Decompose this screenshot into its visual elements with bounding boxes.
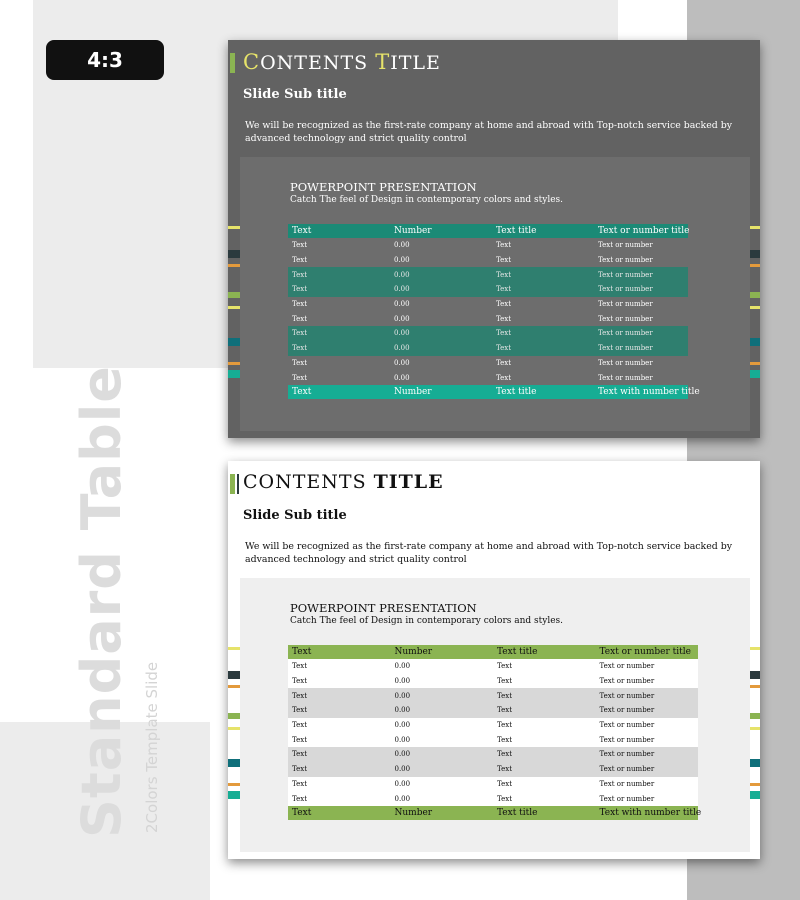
deco-stripe (228, 671, 240, 679)
table-cell: Text or number (594, 341, 688, 356)
table-cell: 0.00 (390, 267, 492, 282)
table-cell: Text (492, 326, 594, 341)
table-cell: Text (493, 688, 596, 703)
table-cell: Text (292, 241, 308, 250)
table-cell: Text (493, 747, 596, 762)
title-text-bold: TITLE (373, 471, 444, 493)
table-cell: 0.00 (390, 282, 492, 297)
table-cell: 0.00 (391, 674, 494, 689)
deco-stripe (228, 759, 240, 767)
deco-stripe (228, 727, 240, 730)
presentation-subtitle: Catch The feel of Design in contemporary colors and styles. (290, 616, 564, 626)
table-row (288, 326, 688, 341)
deco-stripe (228, 713, 240, 719)
table-cell: Text (292, 358, 308, 367)
header-cell: Number (390, 224, 492, 238)
table-cell: 0.00 (390, 326, 492, 341)
table-cell: Text or number (596, 777, 699, 792)
table-cell: Text or number (596, 688, 699, 703)
table-cell: Text (493, 659, 596, 674)
table-cell: Text (288, 762, 391, 777)
table-cell: Text or number (594, 326, 688, 341)
table-footer-row (288, 385, 688, 399)
header-cell: Text or number title (596, 645, 699, 659)
table-cell: Text (292, 256, 308, 265)
title-text: CONTENTS (243, 471, 374, 493)
slide-dark (228, 40, 760, 438)
table-row (288, 311, 688, 326)
table-cell: 0.00 (394, 373, 410, 382)
table-cell: Text (496, 300, 512, 309)
table-row (288, 370, 688, 385)
slide-body-text: We will be recognized as the first-rate company at home and abroad with Top-notch service backed by advanced technology and strict quality control (245, 541, 733, 565)
table-cell: Text (493, 703, 596, 718)
deco-stripe (228, 306, 240, 309)
header-cell: Number (391, 645, 494, 659)
table-footer-row (288, 806, 698, 820)
title-accent-bar (237, 474, 239, 494)
table-cell: Text (288, 674, 391, 689)
presentation-title-word: POWERPOINT (290, 180, 376, 194)
table-cell: Text or number (596, 762, 699, 777)
table-cell: Text (496, 358, 512, 367)
deco-stripe (228, 685, 240, 688)
table-row (288, 297, 688, 312)
table-cell: Text (492, 282, 594, 297)
presentation-title-word: PRESENTATION (379, 180, 477, 194)
table-row (288, 356, 688, 371)
table-cell: Text (493, 732, 596, 747)
table-cell: Text (496, 241, 512, 250)
table-cell: Text (496, 314, 512, 323)
side-title: Standard Table (70, 365, 133, 838)
table-cell: Text (496, 256, 512, 265)
table-cell: Text or number (596, 791, 699, 806)
table-cell: Text or number (598, 300, 653, 309)
slide-title (243, 471, 444, 493)
table-cell: 0.00 (391, 718, 494, 733)
footer-cell: Text title (492, 385, 594, 399)
table-cell: 0.00 (394, 256, 410, 265)
table-cell: Text or number (596, 747, 699, 762)
deco-stripe (228, 647, 240, 650)
table-cell: Text (288, 659, 391, 674)
table-cell: Text or number (598, 256, 653, 265)
table-cell: Text (288, 747, 391, 762)
table-cell: Text (288, 718, 391, 733)
table-cell: Text (288, 791, 391, 806)
side-subtitle: 2Colors Template Slide (143, 661, 161, 833)
slide-title (243, 50, 441, 74)
table-cell: Text or number (598, 358, 653, 367)
table-row (288, 267, 688, 282)
deco-stripe (228, 264, 240, 267)
table-cell: Text (288, 326, 390, 341)
table-cell: Text (492, 267, 594, 282)
table-row (288, 282, 688, 297)
footer-cell: Number (391, 806, 494, 820)
table-cell: Text (292, 300, 308, 309)
table-cell: Text or number (598, 241, 653, 250)
aspect-ratio-badge: 4:3 (46, 40, 164, 80)
table-cell: Text or number (596, 703, 699, 718)
table-cell: Text or number (594, 267, 688, 282)
table-row (288, 238, 688, 253)
footer-cell: Text title (493, 806, 596, 820)
table-cell: 0.00 (391, 703, 494, 718)
header-cell: Text title (492, 224, 594, 238)
title-letter: C (243, 50, 261, 74)
table-cell: 0.00 (391, 762, 494, 777)
presentation-title-word: PRESENTATION (379, 601, 477, 615)
table-cell: 0.00 (394, 300, 410, 309)
table-row (288, 688, 698, 703)
table-cell: 0.00 (394, 241, 410, 250)
slide-light (228, 461, 760, 859)
table-cell: Text (492, 341, 594, 356)
table-cell: Text or number (596, 659, 699, 674)
table-cell: Text (493, 791, 596, 806)
footer-cell: Text with number title (594, 385, 688, 399)
table-cell: Text or number (596, 674, 699, 689)
table-cell: Text (493, 674, 596, 689)
deco-stripe (228, 338, 240, 346)
table-cell: Text (493, 777, 596, 792)
table-cell: Text (288, 341, 390, 356)
content-panel (240, 157, 750, 431)
table-cell: Text or number (598, 373, 653, 382)
table-row (288, 747, 698, 762)
table-cell: Text or number (598, 314, 653, 323)
table-row (288, 674, 698, 689)
table-row (288, 791, 698, 806)
slide-subtitle: Slide Sub title (243, 87, 347, 102)
table-cell: 0.00 (391, 747, 494, 762)
table-header-row (288, 224, 688, 238)
header-cell: Text (288, 645, 391, 659)
table-cell: Text or number (596, 732, 699, 747)
footer-cell: Text with number title (596, 806, 699, 820)
header-cell: Text (288, 224, 390, 238)
table-row (288, 703, 698, 718)
footer-cell: Number (390, 385, 492, 399)
data-table (288, 224, 700, 399)
slide-body-text: We will be recognized as the first-rate company at home and abroad with Top-notch service backed by advanced technology and strict quality control (245, 120, 733, 144)
table-row (288, 341, 688, 356)
table-cell: Text (292, 373, 308, 382)
presentation-subtitle: Catch The feel of Design in contemporary colors and styles. (290, 195, 564, 205)
table-row (288, 659, 698, 674)
footer-cell: Text (288, 385, 390, 399)
deco-stripe (228, 791, 240, 799)
table-cell: 0.00 (391, 659, 494, 674)
table-cell: Text (292, 314, 308, 323)
table-row (288, 718, 698, 733)
table-cell: 0.00 (391, 732, 494, 747)
table-cell: Text or number (596, 718, 699, 733)
table-cell: Text (288, 282, 390, 297)
title-text: ONTENTS (260, 52, 376, 74)
table-cell: 0.00 (394, 314, 410, 323)
data-table (288, 645, 702, 820)
table-cell: 0.00 (391, 777, 494, 792)
footer-cell: Text (288, 806, 391, 820)
title-accent-bar (230, 53, 235, 73)
table-row (288, 777, 698, 792)
table-cell: 0.00 (391, 688, 494, 703)
presentation-title-word: POWERPOINT (290, 601, 376, 615)
table-row (288, 253, 688, 268)
title-accent-bar (230, 474, 235, 494)
header-cell: Text or number title (594, 224, 688, 238)
table-row (288, 732, 698, 747)
presentation-title (290, 601, 477, 615)
header-cell: Text title (493, 645, 596, 659)
table-cell: Text (493, 718, 596, 733)
table-cell: Text (288, 732, 391, 747)
table-header-row (288, 645, 698, 659)
table-cell: Text (288, 777, 391, 792)
deco-stripe (228, 362, 240, 365)
table-cell: 0.00 (394, 358, 410, 367)
deco-stripe (228, 250, 240, 258)
table-cell: 0.00 (390, 341, 492, 356)
deco-stripe (228, 226, 240, 229)
table-cell: 0.00 (391, 791, 494, 806)
table-cell: Text (493, 762, 596, 777)
deco-stripe (228, 783, 240, 786)
title-text: ITLE (390, 52, 441, 74)
presentation-title (290, 180, 477, 194)
slide-subtitle: Slide Sub title (243, 508, 347, 523)
table-cell: Text or number (594, 282, 688, 297)
table-cell: Text (496, 373, 512, 382)
table-cell: Text (288, 267, 390, 282)
deco-stripe (228, 292, 240, 298)
content-panel (240, 578, 750, 852)
title-letter: T (375, 50, 391, 74)
deco-stripe (228, 370, 240, 378)
table-row (288, 762, 698, 777)
table-cell: Text (288, 703, 391, 718)
table-cell: Text (288, 688, 391, 703)
